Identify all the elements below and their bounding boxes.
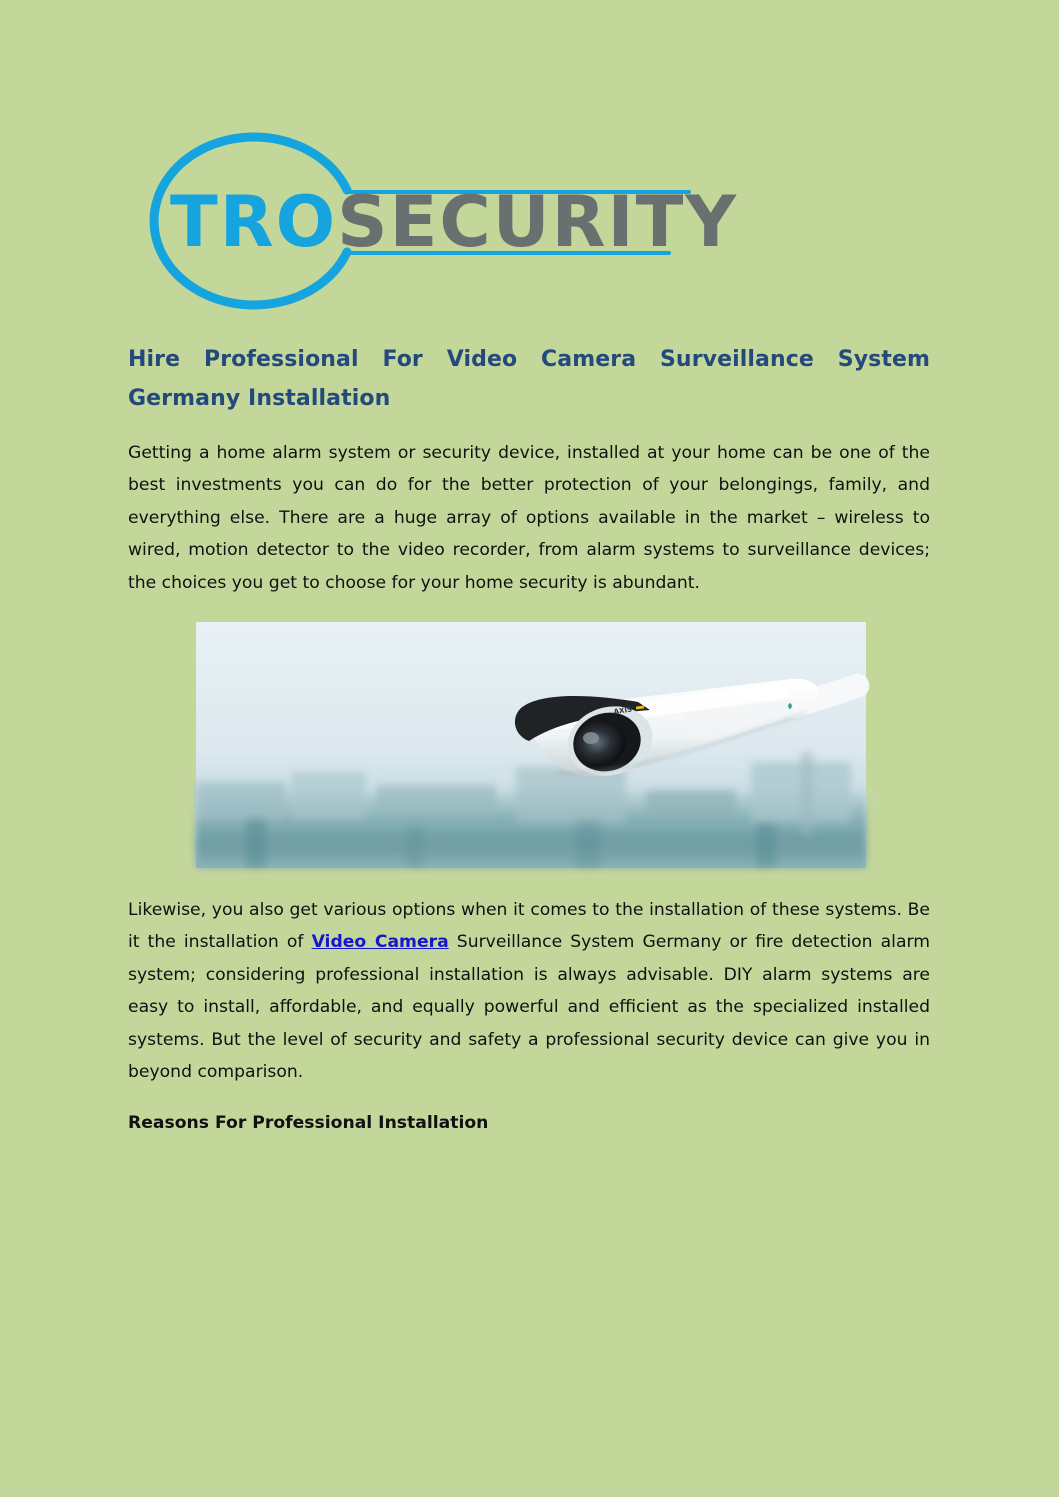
logo-wordmark: [170, 181, 738, 263]
installation-paragraph: [128, 894, 930, 1088]
logo-text-security: SECURITY: [337, 181, 739, 263]
video-camera-link[interactable]: Video Camera: [311, 932, 449, 953]
intro-paragraph: Getting a home alarm system or security device, installed at your home can be one of the best investments you can do for the better protection of your belongings, family, and everything else. There are a huge array of options available in the market – wireless to wired, motion detector to the video recorder, from alarm systems to surveillance devices; the choices you get to choose for your home security is abundant.: [128, 443, 930, 593]
page-title: Hire Professional For Video Camera Surveillance System Germany Installation: [128, 347, 930, 411]
security-camera-illustration: [196, 622, 866, 868]
security-camera-image: [196, 622, 866, 868]
paragraph-text-before-link: Likewise, you also get various options when it comes to the installation of these systems. Be it the installation of: [128, 900, 930, 953]
camera-brand-label: AXIS: [613, 705, 633, 716]
trosecurity-logo: [134, 128, 739, 314]
logo-text-tro: TRO: [170, 181, 338, 263]
trosecurity-logo-graphic: [134, 128, 739, 314]
section-heading: Reasons For Professional Installation: [128, 1113, 489, 1133]
paragraph-text-after-link: Surveillance System Germany or fire detection alarm system; considering professional installation is always advisable. DIY alarm systems are easy to install, affordable, and equally powerful and efficient as the specialized installed systems. But the level of security and safety a professional security device can give you in beyond comparison.: [128, 932, 930, 1083]
